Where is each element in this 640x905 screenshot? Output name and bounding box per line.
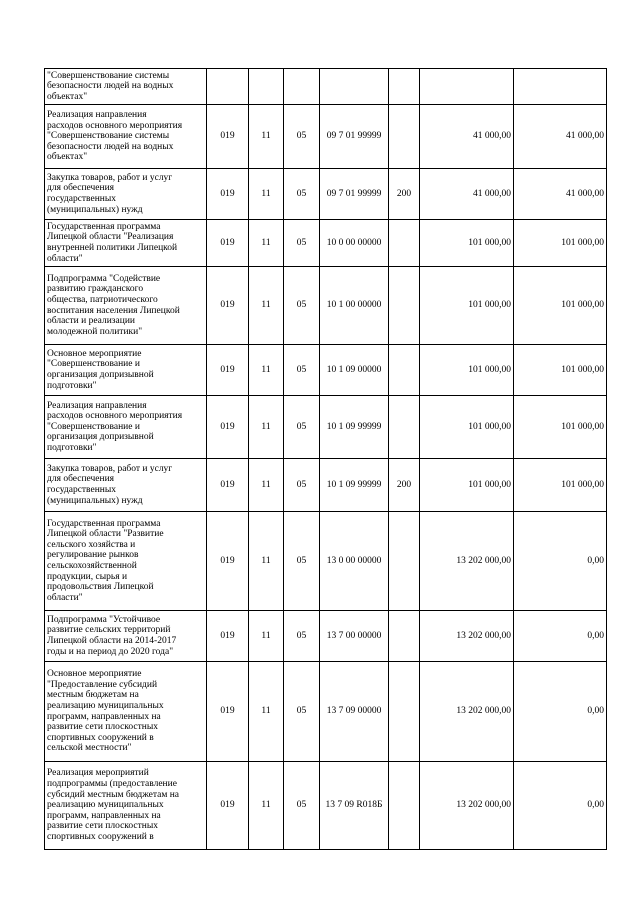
table-row bbox=[45, 267, 607, 345]
section-code-cell: 11 bbox=[249, 512, 284, 611]
ved-code-cell: 019 bbox=[207, 169, 249, 220]
section-code-cell: 11 bbox=[249, 611, 284, 662]
target-article-cell: 13 7 09 R018Б bbox=[320, 762, 389, 850]
row-name-cell: Реализация мероприятий подпрограммы (предоставление субсидий местным бюджетам на реализацию муниципальных программ, направленных на развитие сети плоскостных спортивных сооружений в bbox=[45, 762, 207, 850]
ved-code-cell: 019 bbox=[207, 345, 249, 396]
row-name-cell: "Совершенствование системы безопасности людей на водных объектах" bbox=[45, 69, 207, 105]
target-article-cell: 13 7 00 00000 bbox=[320, 611, 389, 662]
section-code-cell: 11 bbox=[249, 662, 284, 762]
target-article-cell: 09 7 01 99999 bbox=[320, 169, 389, 220]
expense-type-cell bbox=[389, 762, 420, 850]
ved-code-cell: 019 bbox=[207, 762, 249, 850]
amount-1-cell: 101 000,00 bbox=[420, 345, 514, 396]
subsection-code-cell: 05 bbox=[284, 512, 320, 611]
target-article-cell: 10 0 00 00000 bbox=[320, 220, 389, 267]
row-name-cell: Реализация направления расходов основного мероприятия "Совершенствование системы безопасности людей на водных объектах" bbox=[45, 105, 207, 169]
subsection-code-cell: 05 bbox=[284, 169, 320, 220]
expense-type-cell: 200 bbox=[389, 459, 420, 512]
expense-type-cell bbox=[389, 267, 420, 345]
amount-1-cell: 13 202 000,00 bbox=[420, 662, 514, 762]
section-code-cell: 11 bbox=[249, 169, 284, 220]
subsection-code-cell: 05 bbox=[284, 105, 320, 169]
section-code-cell: 11 bbox=[249, 105, 284, 169]
expense-type-cell bbox=[389, 345, 420, 396]
amount-1-cell: 101 000,00 bbox=[420, 459, 514, 512]
table-row bbox=[45, 105, 607, 169]
amount-2-cell: 0,00 bbox=[514, 512, 607, 611]
amount-1-cell: 101 000,00 bbox=[420, 396, 514, 459]
amount-1-cell: 13 202 000,00 bbox=[420, 762, 514, 850]
subsection-code-cell: 05 bbox=[284, 345, 320, 396]
subsection-code-cell: 05 bbox=[284, 662, 320, 762]
ved-code-cell: 019 bbox=[207, 105, 249, 169]
ved-code-cell: 019 bbox=[207, 611, 249, 662]
section-code-cell: 11 bbox=[249, 459, 284, 512]
amount-1-cell bbox=[420, 69, 514, 105]
amount-2-cell: 0,00 bbox=[514, 611, 607, 662]
expense-type-cell bbox=[389, 105, 420, 169]
subsection-code-cell: 05 bbox=[284, 459, 320, 512]
ved-code-cell: 019 bbox=[207, 512, 249, 611]
subsection-code-cell: 05 bbox=[284, 220, 320, 267]
subsection-code-cell: 05 bbox=[284, 396, 320, 459]
target-article-cell: 10 1 09 99999 bbox=[320, 396, 389, 459]
amount-2-cell: 41 000,00 bbox=[514, 105, 607, 169]
amount-1-cell: 13 202 000,00 bbox=[420, 512, 514, 611]
section-code-cell: 11 bbox=[249, 762, 284, 850]
amount-2-cell: 101 000,00 bbox=[514, 459, 607, 512]
table-row bbox=[45, 512, 607, 611]
ved-code-cell bbox=[207, 69, 249, 105]
amount-2-cell bbox=[514, 69, 607, 105]
row-name-cell: Подпрограмма "Устойчивое развитие сельских территорий Липецкой области на 2014-2017 годы и на период до 2020 года" bbox=[45, 611, 207, 662]
amount-2-cell: 101 000,00 bbox=[514, 220, 607, 267]
section-code-cell: 11 bbox=[249, 396, 284, 459]
expense-type-cell bbox=[389, 512, 420, 611]
expense-type-cell bbox=[389, 662, 420, 762]
target-article-cell: 10 1 00 00000 bbox=[320, 267, 389, 345]
ved-code-cell: 019 bbox=[207, 396, 249, 459]
amount-2-cell: 41 000,00 bbox=[514, 169, 607, 220]
target-article-cell: 09 7 01 99999 bbox=[320, 105, 389, 169]
amount-2-cell: 101 000,00 bbox=[514, 396, 607, 459]
amount-1-cell: 13 202 000,00 bbox=[420, 611, 514, 662]
row-name-cell: Подпрограмма "Содействие развитию гражданского общества, патриотического воспитания населения Липецкой области и реализации молодежной политики" bbox=[45, 267, 207, 345]
subsection-code-cell bbox=[284, 69, 320, 105]
row-name-cell: Основное мероприятие "Совершенствование и организация допризывной подготовки" bbox=[45, 345, 207, 396]
table-row bbox=[45, 345, 607, 396]
expense-type-cell: 200 bbox=[389, 169, 420, 220]
amount-1-cell: 101 000,00 bbox=[420, 267, 514, 345]
expense-type-cell bbox=[389, 220, 420, 267]
amount-2-cell: 0,00 bbox=[514, 762, 607, 850]
expense-type-cell bbox=[389, 611, 420, 662]
target-article-cell bbox=[320, 69, 389, 105]
row-name-cell: Государственная программа Липецкой области "Реализация внутренней политики Липецкой области" bbox=[45, 220, 207, 267]
amount-2-cell: 101 000,00 bbox=[514, 267, 607, 345]
target-article-cell: 13 7 09 00000 bbox=[320, 662, 389, 762]
subsection-code-cell: 05 bbox=[284, 611, 320, 662]
row-name-cell: Государственная программа Липецкой области "Развитие сельского хозяйства и регулирование рынков сельскохозяйственной продукции, сырья и продовольствия Липецкой области" bbox=[45, 512, 207, 611]
amount-1-cell: 101 000,00 bbox=[420, 220, 514, 267]
table-row bbox=[45, 611, 607, 662]
target-article-cell: 13 0 00 00000 bbox=[320, 512, 389, 611]
amount-1-cell: 41 000,00 bbox=[420, 105, 514, 169]
target-article-cell: 10 1 09 99999 bbox=[320, 459, 389, 512]
amount-2-cell: 101 000,00 bbox=[514, 345, 607, 396]
row-name-cell: Реализация направления расходов основного мероприятия "Совершенствование и организация допризывной подготовки" bbox=[45, 396, 207, 459]
table-row bbox=[45, 220, 607, 267]
table-row bbox=[45, 169, 607, 220]
section-code-cell: 11 bbox=[249, 220, 284, 267]
table-row bbox=[45, 762, 607, 850]
amount-1-cell: 41 000,00 bbox=[420, 169, 514, 220]
table-row bbox=[45, 396, 607, 459]
budget-table bbox=[44, 68, 607, 850]
table-row bbox=[45, 459, 607, 512]
target-article-cell: 10 1 09 00000 bbox=[320, 345, 389, 396]
budget-table-body bbox=[45, 69, 607, 850]
ved-code-cell: 019 bbox=[207, 459, 249, 512]
table-row bbox=[45, 69, 607, 105]
section-code-cell: 11 bbox=[249, 345, 284, 396]
ved-code-cell: 019 bbox=[207, 220, 249, 267]
section-code-cell: 11 bbox=[249, 267, 284, 345]
row-name-cell: Закупка товаров, работ и услуг для обеспечения государственных (муниципальных) нужд bbox=[45, 459, 207, 512]
ved-code-cell: 019 bbox=[207, 662, 249, 762]
subsection-code-cell: 05 bbox=[284, 762, 320, 850]
table-row bbox=[45, 662, 607, 762]
ved-code-cell: 019 bbox=[207, 267, 249, 345]
section-code-cell bbox=[249, 69, 284, 105]
row-name-cell: Основное мероприятие "Предоставление субсидий местным бюджетам на реализацию муниципальных программ, направленных на развитие сети плоскостных спортивных сооружений в сельской местности" bbox=[45, 662, 207, 762]
expense-type-cell bbox=[389, 69, 420, 105]
row-name-cell: Закупка товаров, работ и услуг для обеспечения государственных (муниципальных) нужд bbox=[45, 169, 207, 220]
subsection-code-cell: 05 bbox=[284, 267, 320, 345]
amount-2-cell: 0,00 bbox=[514, 662, 607, 762]
expense-type-cell bbox=[389, 396, 420, 459]
